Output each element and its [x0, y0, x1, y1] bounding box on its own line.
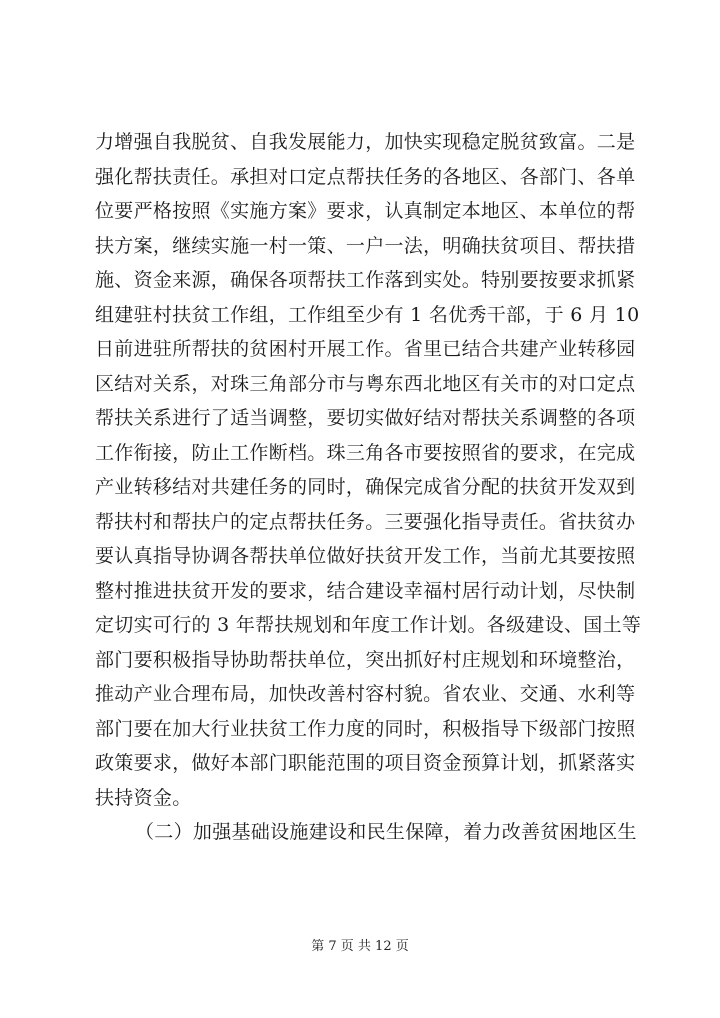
text-line: 推动产业合理布局，加快改善村容村貌。省农业、交通、水利等 [95, 683, 636, 705]
text-line: 力增强自我脱贫、自我发展能力，加快实现稳定脱贫致富。二是 [95, 131, 636, 153]
text-line: 整村推进扶贫开发的要求，结合建设幸福村居行动计划，尽快制 [95, 579, 636, 602]
text-line: 区结对关系，对珠三角部分市与粤东西北地区有关市的对口定点 [95, 372, 636, 395]
text-line: 组建驻村扶贫工作组，工作组至少有 1 名优秀干部，于 6 月 10 [95, 303, 640, 326]
section-heading-line: （二）加强基础设施建设和民生保障，着力改善贫困地区生 [135, 821, 637, 843]
text-line: 部门要积极指导协助帮扶单位，突出抓好村庄规划和环境整治， [95, 648, 636, 671]
text-line: 扶方案，继续实施一村一策、一户一法，明确扶贫项目、帮扶措 [95, 234, 636, 257]
text-line: 施、资金来源，确保各项帮扶工作落到实处。特别要按要求抓紧 [95, 269, 636, 291]
text-line: 部门要在加大行业扶贫工作力度的同时，积极指导下级部门按照 [95, 717, 636, 740]
text-line: 位要严格按照《实施方案》要求，认真制定本地区、本单位的帮 [95, 200, 636, 222]
text-line: 强化帮扶责任。承担对口定点帮扶任务的各地区、各部门、各单 [95, 165, 636, 188]
text-line: 帮扶村和帮扶户的定点帮扶任务。三要强化指导责任。省扶贫办 [95, 510, 636, 533]
text-line: 帮扶关系进行了适当调整，要切实做好结对帮扶关系调整的各项 [95, 407, 636, 429]
text-line: 工作衔接，防止工作断档。珠三角各市要按照省的要求，在完成 [95, 441, 636, 464]
text-line: 日前进驻所帮扶的贫困村开展工作。省里已结合共建产业转移园 [95, 338, 636, 360]
text-line: 政策要求，做好本部门职能范围的项目资金预算计划，抓紧落实 [95, 752, 636, 774]
document-body [95, 125, 642, 850]
text-line: 产业转移结对共建任务的同时，确保完成省分配的扶贫开发双到 [95, 476, 636, 498]
text-line: 要认真指导协调各帮扶单位做好扶贫开发工作，当前尤其要按照 [95, 545, 636, 567]
page-footer: 第 7 页 共 12 页 [311, 939, 409, 954]
text-line: 扶持资金。 [95, 786, 192, 809]
text-line: 定切实可行的 3 年帮扶规划和年度工作计划。各级建设、国土等 [95, 614, 642, 636]
